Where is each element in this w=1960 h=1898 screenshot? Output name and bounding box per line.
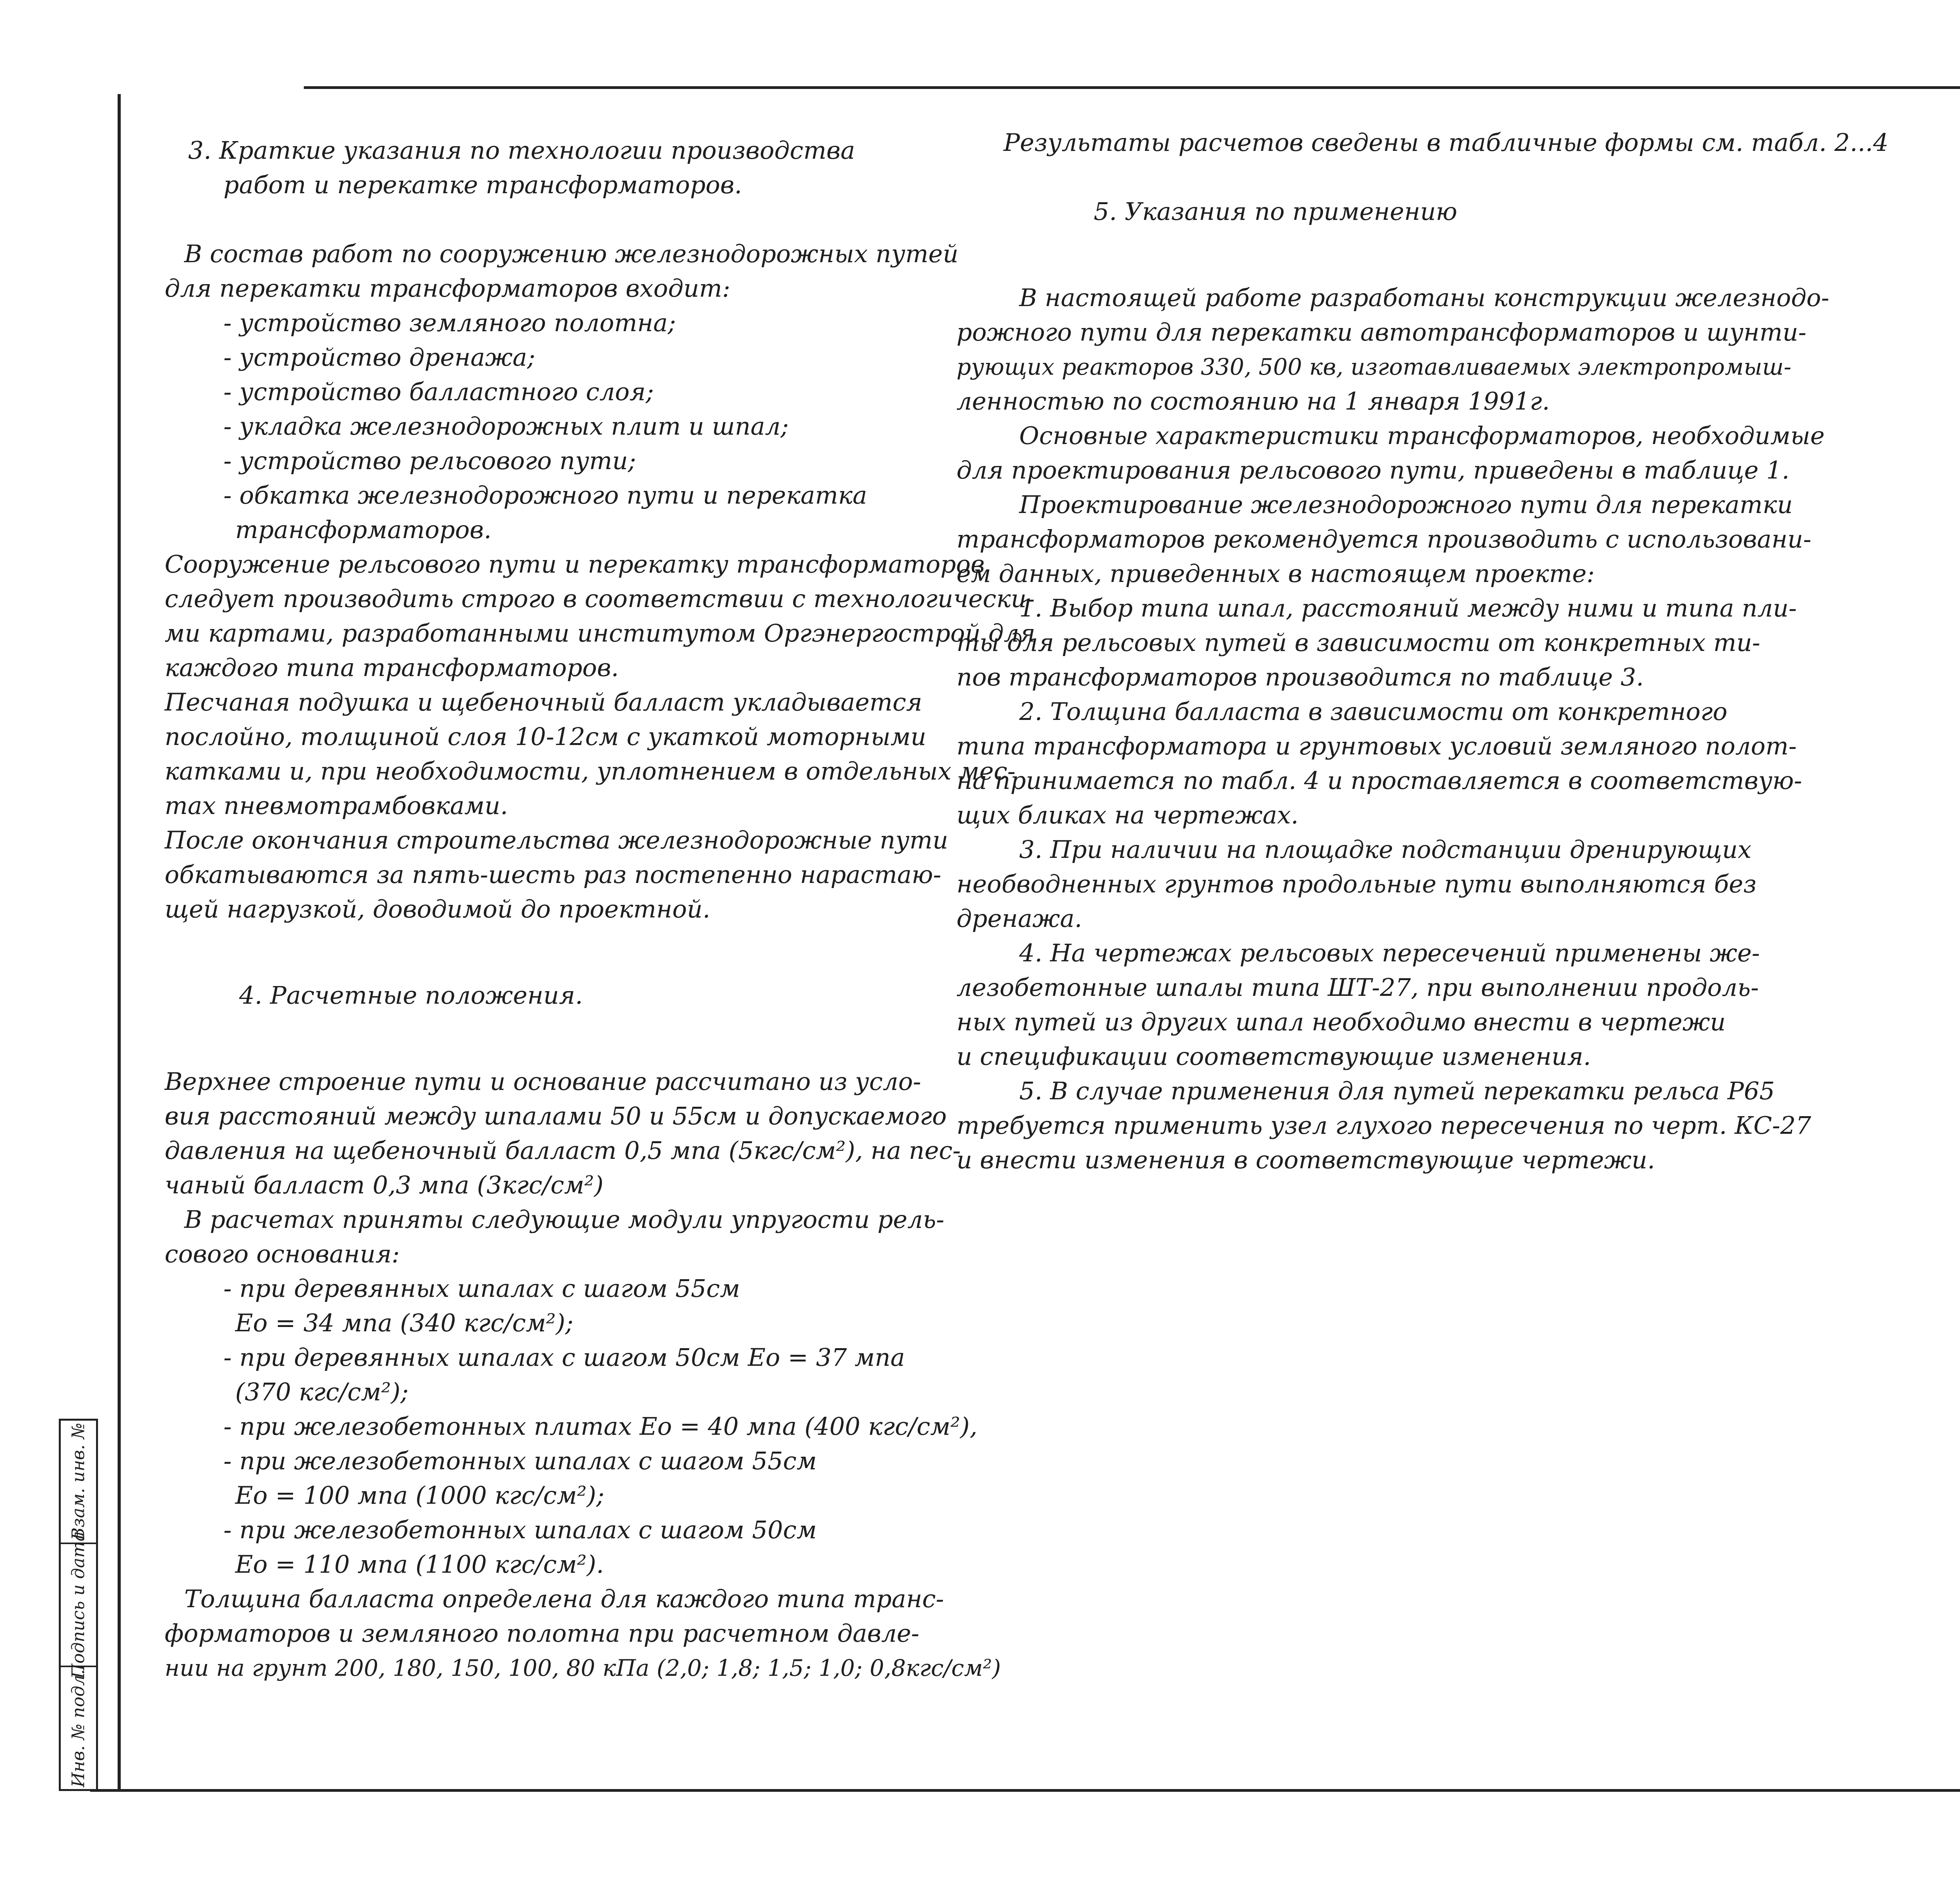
- results-line: Результаты расчетов сведены в табличные формы см. табл. 2...4: [1004, 128, 1889, 157]
- frame-top-line: [304, 86, 1960, 89]
- text-line: форматоров и земляного полотна при расчетном давле-: [165, 1619, 920, 1648]
- text-line: щей нагрузкой, доводимой до проектной.: [165, 895, 710, 923]
- text-line: трансформаторов рекомендуется производить с использовани-: [956, 525, 1811, 553]
- text-line: чаный балласт 0,3 мпа (3кгс/см²): [165, 1171, 604, 1199]
- list-item: трансформаторов.: [235, 515, 492, 544]
- text-line: необводненных грунтов продольные пути выполняются без: [956, 870, 1757, 898]
- text-line: Проектирование железнодорожного пути для перекатки: [1019, 490, 1793, 519]
- list-item: - устройство балластного слоя;: [223, 377, 654, 406]
- section-4-heading: 4. Расчетные положения.: [239, 981, 583, 1010]
- text-line: Сооружение рельсового пути и перекатку трансформаторов: [165, 550, 985, 578]
- section-5-heading: 5. Указания по применению: [1094, 197, 1457, 226]
- side-stamp-cell-replace-inv: [61, 1421, 96, 1544]
- text-line: давления на щебеночный балласт 0,5 мпа (5кгс/см²), на пес-: [165, 1136, 961, 1165]
- text-line: 4. На чертежах рельсовых пересечений применены же-: [1019, 939, 1760, 967]
- text-line: В состав работ по сооружению железнодорожных путей: [184, 239, 958, 268]
- text-line: ем данных, приведенных в настоящем проекте:: [956, 559, 1595, 588]
- side-label-inv-original: Инв. № подл.: [68, 1669, 89, 1787]
- text-line: и спецификации соответствующие изменения.: [956, 1042, 1591, 1071]
- section-3-heading: 3. Краткие указания по технологии производства: [188, 136, 855, 165]
- text-line: требуется применить узел глухого пересечения по черт. КС-27: [956, 1111, 1811, 1140]
- side-label-replace-inv: Взам. инв. №: [68, 1423, 89, 1541]
- text-line: обкатываются за пять-шесть раз постепенно нарастаю-: [165, 860, 942, 889]
- text-line: ми картами, разработанными институтом Оргэнергострой для: [165, 619, 1036, 647]
- side-stamp-cell-inv-original: [61, 1667, 96, 1789]
- text-line: После окончания строительства железнодорожные пути: [165, 826, 948, 854]
- list-item: - устройство земляного полотна;: [223, 308, 676, 337]
- text-line: типа трансформатора и грунтовых условий земляного полот-: [956, 732, 1797, 760]
- text-line: рующих реакторов 330, 500 кв, изготавливаемых электропромыш-: [956, 353, 1791, 380]
- text-line: тах пневмотрамбовками.: [165, 791, 508, 820]
- text-line: и внести изменения в соответствующие чертежи.: [956, 1146, 1655, 1174]
- list-item: - устройство рельсового пути;: [223, 446, 636, 475]
- text-line: щих бликах на чертежах.: [956, 801, 1299, 829]
- text-line: рожного пути для перекатки автотрансформаторов и шунти-: [956, 318, 1807, 346]
- text-line: катками и, при необходимости, уплотнением в отдельных мес-: [165, 757, 1016, 785]
- list-item: Eo = 110 мпа (1100 кгс/см²).: [235, 1550, 604, 1579]
- list-item: - при железобетонных плитах Eo = 40 мпа (400 кгс/см²),: [223, 1412, 978, 1441]
- text-line: Верхнее строение пути и основание рассчитано из усло-: [165, 1067, 921, 1096]
- text-line: лезобетонные шпалы типа ШТ-27, при выполнении продоль-: [956, 973, 1759, 1002]
- text-line: В настоящей работе разработаны конструкции железнодо-: [1019, 283, 1829, 312]
- left-text-column: [165, 133, 1036, 1685]
- frame-bottom-line: [90, 1789, 1960, 1792]
- list-item: Eo = 34 мпа (340 кгс/см²);: [235, 1309, 573, 1337]
- text-line: дренажа.: [956, 904, 1082, 933]
- list-item: - устройство дренажа;: [223, 343, 535, 372]
- section-3-heading-cont: работ и перекатке трансформаторов.: [223, 170, 742, 199]
- text-line: 2. Толщина балласта в зависимости от конкретного: [1019, 697, 1728, 726]
- text-line: для проектирования рельсового пути, приведены в таблице 1.: [956, 456, 1789, 484]
- list-item: Eo = 100 мпа (1000 кгс/см²);: [235, 1481, 604, 1510]
- text-line: Толщина балласта определена для каждого типа транс-: [184, 1584, 944, 1613]
- text-line: нии на грунт 200, 180, 150, 100, 80 кПа (2,0; 1,8; 1,5; 1,0; 0,8кгс/см²): [165, 1655, 1001, 1681]
- list-item: - при деревянных шпалах с шагом 50см Eo = 37 мпа: [223, 1343, 905, 1372]
- frame-left-line: [118, 94, 121, 1791]
- text-line: следует производить строго в соответствии с технологически-: [165, 584, 1035, 613]
- side-stamp: [59, 1419, 98, 1791]
- text-line: Основные характеристики трансформаторов, необходимые: [1019, 421, 1825, 450]
- list-item: - обкатка железнодорожного пути и перекатка: [223, 481, 867, 509]
- list-item: - при деревянных шпалах с шагом 55см: [223, 1274, 740, 1303]
- list-item: (370 кгс/см²);: [235, 1378, 409, 1406]
- text-line: для перекатки трансформаторов входит:: [165, 274, 731, 303]
- list-item: - при железобетонных шпалах с шагом 55см: [223, 1447, 817, 1475]
- list-item: - при железобетонных шпалах с шагом 50см: [223, 1515, 817, 1544]
- list-item: - укладка железнодорожных плит и шпал;: [223, 412, 789, 441]
- text-line: сового основания:: [165, 1240, 400, 1268]
- text-line: пов трансформаторов производится по таблице 3.: [956, 663, 1644, 691]
- text-line: ных путей из других шпал необходимо внести в чертежи: [956, 1008, 1726, 1036]
- side-label-signature: Подпись и дата: [68, 1531, 89, 1679]
- text-line: 5. В случае применения для путей перекатки рельса Р65: [1019, 1077, 1775, 1105]
- text-line: на принимается по табл. 4 и проставляется в соответствую-: [956, 766, 1802, 795]
- text-line: 3. При наличии на площадке подстанции дренирующих: [1019, 835, 1751, 864]
- text-line: послойно, толщиной слоя 10-12см с укаткой моторными: [165, 722, 926, 751]
- text-line: 1. Выбор типа шпал, расстояний между ними и типа пли-: [1019, 594, 1797, 622]
- right-text-column: [956, 125, 1889, 1177]
- text-line: В расчетах приняты следующие модули упругости рель-: [184, 1205, 944, 1234]
- text-line: каждого типа трансформаторов.: [165, 653, 619, 682]
- text-line: вия расстояний между шпалами 50 и 55см и допускаемого: [165, 1102, 947, 1130]
- text-line: ты для рельсовых путей в зависимости от конкретных ти-: [956, 628, 1760, 657]
- text-line: Песчаная подушка и щебеночный балласт укладывается: [165, 688, 922, 716]
- text-line: ленностью по состоянию на 1 января 1991г.: [956, 387, 1550, 415]
- side-stamp-cell-signature: [61, 1531, 96, 1679]
